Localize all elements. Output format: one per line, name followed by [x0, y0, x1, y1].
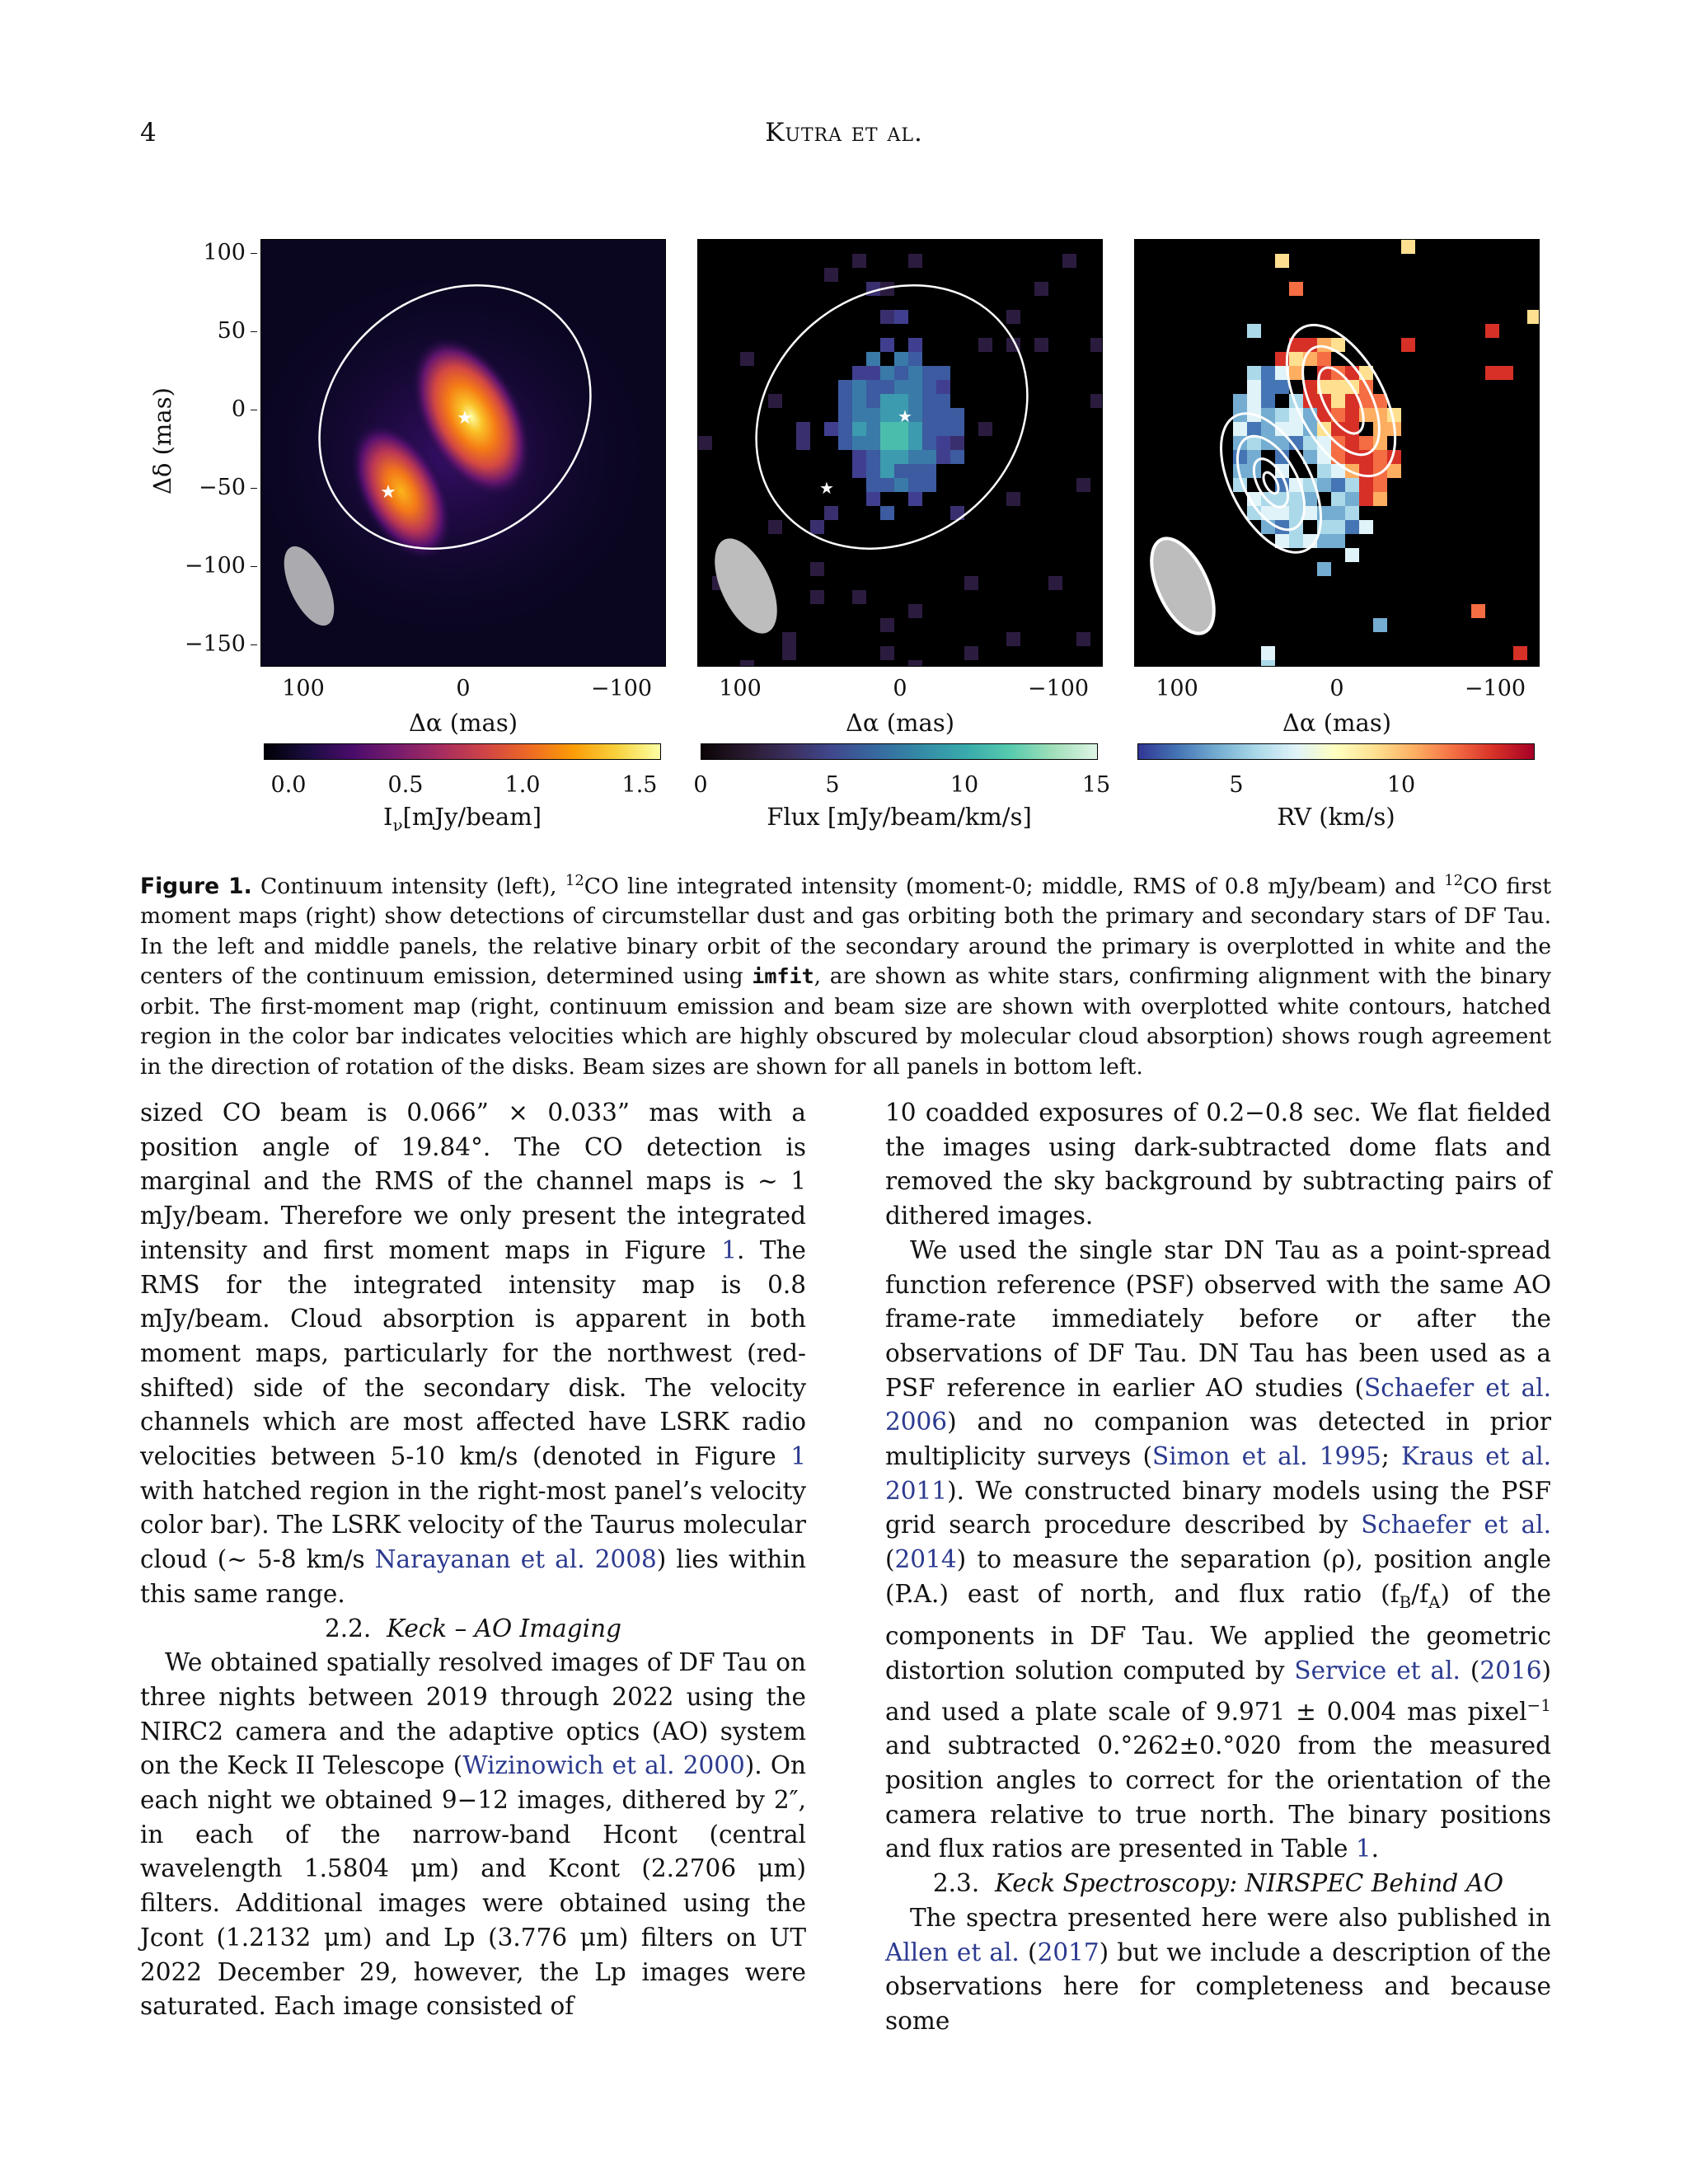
colorbar-label: $I_\nu[mJy/beam]$: [382, 803, 542, 835]
ytick: 100: [171, 240, 246, 265]
figure-ref-link[interactable]: 1: [721, 1235, 737, 1264]
caption-label: Figure 1.: [140, 873, 252, 899]
xtick: −100: [1464, 676, 1526, 701]
y-axis-label: Δδ (mas): [148, 387, 176, 494]
colorbar-tick: 0.0: [270, 772, 307, 798]
page-number: 4: [140, 118, 157, 148]
paragraph: sized CO beam is 0.066” × 0.033” mas with a position angle of 19.84°. The CO detection is marginal and the RMS of the channel maps is ∼ 1 mJy/beam. Therefore we only present the integrated intensity and first moment maps in Figure 1. The RMS for the integrated intensity map is 0.8 mJy/beam. Cloud absorption is apparent in both moment maps, particularly for the northwest (red-shifted) side of the secondary disk. The velocity channels which are most affected have LSRK radio velocities between 5-10 km/s (denoted in Figure 1 with hatched region in the right-most panel’s velocity color bar). The LSRK velocity of the Taurus molecular cloud (∼ 5-8 km/s Narayanan et al. 2008) lies within this same range.: [140, 1099, 807, 1608]
colorbar-tick: 15: [1081, 772, 1111, 798]
code-imfit: imfit: [752, 964, 814, 989]
colorbar-tick: 0: [693, 772, 708, 798]
citation-year-link[interactable]: 2016: [1479, 1657, 1542, 1685]
paragraph: The spectra presented here were also published in Allen et al. (2017) but we include a description of the observations here for completeness and because some: [885, 1903, 1551, 2035]
svg-text:★: ★: [898, 406, 912, 426]
ytick: −100: [171, 553, 246, 579]
xtick: −100: [1027, 676, 1090, 701]
moment0-map-panel: [697, 239, 1103, 667]
colorbar-label: RV (km/s): [1277, 803, 1395, 831]
xtick: 100: [1156, 676, 1198, 701]
ytick: −50: [171, 475, 246, 500]
colorbar-label: Flux [mJy/beam/km/s]: [767, 803, 1032, 831]
colorbar-tick: 10: [1386, 772, 1416, 798]
moment1-map-panel: [1134, 239, 1540, 667]
section-heading: 2.3. Keck Spectroscopy: NIRSPEC Behind AO: [932, 1869, 1504, 1898]
left-column: [140, 1096, 806, 2024]
svg-text:★: ★: [380, 482, 396, 503]
citation-year-link[interactable]: 2014: [894, 1545, 957, 1574]
paragraph: We used the single star DN Tau as a point-spread function reference (PSF) observed with the same AO frame-rate immediately before or after the observations of DF Tau. DN Tau has been used as a PSF reference in earlier AO studies (Schaefer et al. 2006) and no companion was detected in prior multiplicity surveys (Simon et al. 1995; Kraus et al. 2011). We constructed binary models using the PSF grid search procedure described by Schaefer et al. (2014) to measure the separation (ρ), position angle (P.A.) east of north, and flux ratio $(f_B/f_A)$ of the components in DF Tau. We applied the geometric distortion solution computed by Service et al. (2016) and used a plate scale of 9.971 ± 0.004 mas pixel$^{-1}$ and subtracted 0.°262±0.°020 from the measured position angles to correct for the orientation of the camera relative to true north. The binary positions and flux ratios are presented in Table 1.: [885, 1235, 1552, 1863]
x-axis-label: Δα (mas): [845, 709, 955, 737]
running-title: Kutra et al.: [765, 118, 923, 148]
citation-link[interactable]: Schaefer et al.: [1361, 1511, 1551, 1540]
colorbar-tick: 0.5: [387, 772, 424, 798]
citation-link[interactable]: Schaefer et al. 2006: [885, 1373, 1551, 1436]
x-axis-label: Δα (mas): [1282, 709, 1392, 737]
flux-colorbar: [701, 743, 1098, 760]
svg-text:★: ★: [819, 478, 834, 498]
colorbar-tick: 1.5: [621, 772, 658, 798]
colorbar-tick: 1.0: [504, 772, 541, 798]
citation-year-link[interactable]: 2017: [1037, 1938, 1100, 1966]
colorbar-tick: 10: [950, 772, 979, 798]
continuum-map-panel: [260, 239, 666, 667]
svg-text:★: ★: [457, 408, 473, 429]
ytick: −150: [171, 631, 246, 657]
xtick: 100: [719, 676, 762, 701]
colorbar-tick: 5: [825, 772, 840, 798]
xtick: 0: [456, 676, 471, 701]
xtick: −100: [590, 676, 653, 701]
citation-link[interactable]: Service et al.: [1294, 1657, 1461, 1685]
citation-link[interactable]: Simon et al. 1995: [1152, 1442, 1381, 1471]
intensity-colorbar: [264, 743, 661, 760]
paragraph: 10 coadded exposures of 0.2−0.8 sec. We flat fielded the images using dark-subtracted dome flats and removed the sky background by subtracting pairs of dithered images.: [885, 1099, 1551, 1230]
colorbar-tick: 5: [1229, 772, 1244, 798]
rv-colorbar: [1137, 743, 1535, 760]
citation-link[interactable]: Wizinowich et al. 2000: [462, 1751, 745, 1780]
citation-link[interactable]: Narayanan et al. 2008: [374, 1545, 657, 1574]
x-axis-label: Δα (mas): [408, 709, 518, 737]
paragraph: We obtained spatially resolved images of DF Tau on three nights between 2019 through 2022 using the NIRC2 camera and the adaptive optics (AO) system on the Keck II Telescope (Wizinowich et al. 2000). On each night we obtained 9−12 images, dithered by 2″, in each of the narrow-band Hcont (central wavelength 1.5804 μm) and Kcont (2.2706 μm) filters. Additional images were obtained using the Jcont (1.2132 μm) and Lp (3.776 μm) filters on UT 2022 December 29, however, the Lp images were saturated. Each image consisted of: [140, 1648, 807, 2021]
section-heading: 2.2. Keck – AO Imaging: [325, 1614, 621, 1643]
citation-link[interactable]: Kraus et al. 2011: [885, 1442, 1552, 1505]
xtick: 0: [893, 676, 907, 701]
citation-link[interactable]: Allen et al.: [885, 1938, 1020, 1966]
ytick: 0: [171, 396, 246, 422]
table-ref-link[interactable]: 1: [1355, 1835, 1372, 1863]
figure-caption: Figure 1. Continuum intensity (left), $^{12}$CO line integrated intensity (moment-0; middle, RMS of 0.8 mJy/beam) and $^{12}$CO first moment maps (right) show detections of circumstellar dust and gas orbiting both the primary and secondary stars of DF Tau. In the left and middle panels, the relative binary orbit of the secondary around the primary is overplotted in white and the centers of the continuum emission, determined using imfit, are shown as white stars, confirming alignment with the binary orbit. The first-moment map (right, continuum emission and beam size are shown with overplotted white contours, hatched region in the color bar indicates velocities which are highly obscured by molecular cloud absorption) shows rough agreement in the direction of rotation of the disks. Beam sizes are shown for all panels in bottom left.: [140, 872, 1551, 1080]
xtick: 0: [1329, 676, 1344, 701]
figure-ref-link[interactable]: 1: [790, 1442, 806, 1471]
right-column: [885, 1096, 1551, 2039]
ytick: 50: [171, 318, 246, 344]
xtick: 100: [282, 676, 325, 701]
